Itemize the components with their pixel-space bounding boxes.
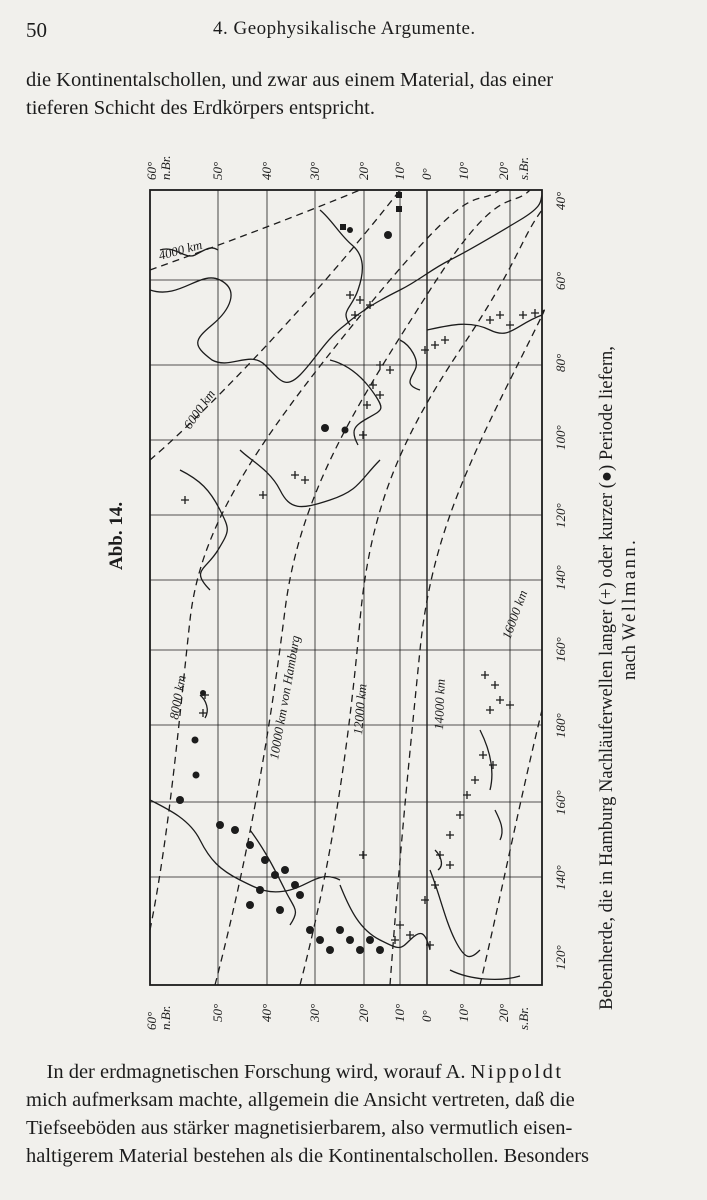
figure-caption-prefix: nach: [620, 640, 640, 680]
closing-line-1a: In der erdmagnetischen Forschung wird, worauf A.: [46, 1061, 471, 1083]
lat-top-8: 20°: [496, 161, 511, 180]
map-svg: [100, 150, 660, 1040]
lat-top-4: 20°: [356, 161, 371, 180]
closing-line-2: mich aufmerksam machte, allgemein die Ansicht vertreten, daß die: [26, 1089, 575, 1111]
lat-bottom-1: 50°: [210, 1003, 225, 1022]
label-8000km: 8000 km: [166, 674, 189, 721]
lon-6: 160°: [553, 637, 568, 662]
label-10000km: 10000 km von Hamburg: [266, 634, 303, 761]
lat-bottom-0: 60°: [144, 1011, 159, 1030]
lat-bottom-7: 10°: [456, 1003, 471, 1022]
label-4000km: 4000 km: [156, 236, 204, 263]
epicenters-long-period: [181, 291, 539, 949]
lat-top-7: 10°: [456, 161, 471, 180]
epicenters-short-period: [176, 227, 392, 954]
lat-top-3: 30°: [307, 161, 322, 180]
closing-paragraph: [26, 1058, 684, 1170]
lat-bottom-2: 40°: [259, 1003, 274, 1022]
lat-bottom-8: 20°: [496, 1003, 511, 1022]
lat-top-end: n.Br.: [158, 155, 173, 180]
intro-line-1: die Kontinentalschollen, und zwar aus einem Material, das einer: [26, 69, 554, 91]
lat-top-end-s: s.Br.: [516, 156, 531, 180]
closing-line-3: Tiefseeböden aus stärker magnetisierbarem, also vermutlich eisen-: [26, 1117, 573, 1139]
running-head: 4. Geophysikalische Argumente.: [213, 18, 476, 39]
author-nippoldt: Nippoldt: [470, 1061, 564, 1083]
figure-caption-line-1: Bebenherde, die in Hamburg Nachläuferwellen langer (+) oder kurzer (●) Periode liefern,: [597, 346, 617, 1010]
page-header: [0, 18, 707, 48]
lat-bottom-4: 20°: [356, 1003, 371, 1022]
lon-0: 40°: [553, 191, 568, 210]
lon-5: 140°: [553, 565, 568, 590]
intro-line-2: tieferen Schicht des Erdkörpers entspricht.: [26, 97, 375, 119]
figure-caption-author: Wellmann.: [620, 537, 640, 641]
lon-8: 160°: [553, 790, 568, 815]
figure-caption-line-2: [620, 538, 640, 680]
lat-top-0: 60°: [144, 161, 159, 180]
lat-top-1: 50°: [210, 161, 225, 180]
coastlines: [150, 195, 542, 979]
closing-line-1: [26, 1061, 564, 1083]
lat-bottom-end-s: s.Br.: [516, 1006, 531, 1030]
epicenters-square: [340, 192, 402, 230]
lon-10: 120°: [553, 945, 568, 970]
lat-bottom-6: 0°: [419, 1010, 434, 1022]
intro-paragraph: [26, 66, 682, 122]
lat-bottom-3: 30°: [307, 1003, 322, 1022]
label-16000km: 16000 km: [498, 588, 531, 642]
lat-bottom-end: n.Br.: [158, 1005, 173, 1030]
lat-top-2: 40°: [259, 161, 274, 180]
lat-bottom-5: 10°: [392, 1003, 407, 1022]
figure-map: [100, 150, 660, 1040]
lon-7: 180°: [553, 713, 568, 738]
map-frame: [150, 190, 542, 985]
lat-top-6: 0°: [419, 168, 434, 180]
lat-top-5: 10°: [392, 161, 407, 180]
lon-2: 80°: [553, 353, 568, 372]
lon-1: 60°: [553, 271, 568, 290]
graticule: [150, 190, 542, 985]
page-number: 50: [26, 18, 47, 42]
label-6000km: 6000 km: [180, 386, 218, 432]
label-14000km: 14000 km: [431, 678, 448, 731]
lon-9: 140°: [553, 865, 568, 890]
figure-label: Abb. 14.: [106, 501, 127, 570]
closing-line-4: haltigerem Material bestehen als die Kontinentalschollen. Besonders: [26, 1145, 590, 1167]
label-12000km: 12000 km: [350, 683, 370, 736]
lon-4: 120°: [553, 503, 568, 528]
lon-3: 100°: [553, 425, 568, 450]
